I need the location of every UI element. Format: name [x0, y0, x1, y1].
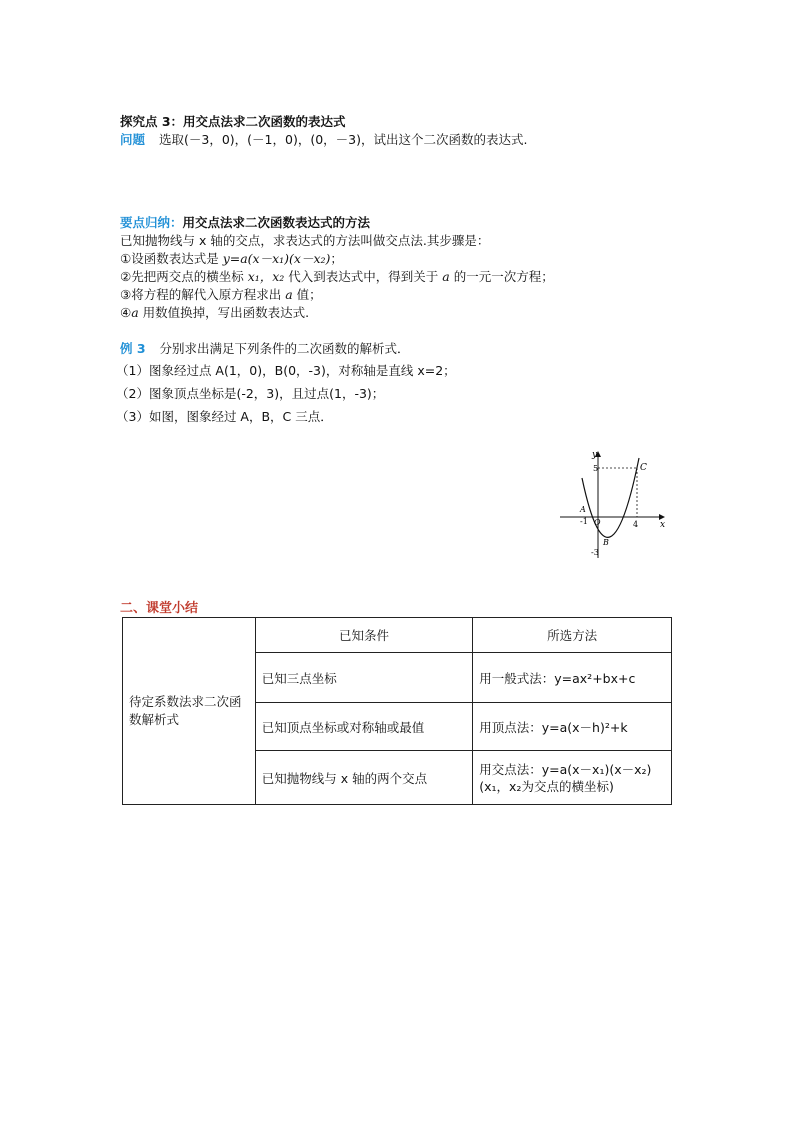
section3-heading: 探究点 3：用交点法求二次函数的表达式 [120, 114, 346, 129]
step4-suffix: 用数值换掉，写出函数表达式. [138, 305, 310, 320]
step4-a: a [131, 305, 139, 320]
summary-heading [120, 214, 370, 231]
problem-text: 选取(－3，0)，(－1，0)，(0，－3)，试出这个二次函数的表达式. [159, 132, 528, 147]
point-b-label: B [603, 538, 609, 547]
summary-intro: 已知抛物线与 x 轴的交点，求表达式的方法叫做交点法.其步骤是： [120, 233, 490, 248]
step2-suffix: 的一元一次方程； [449, 269, 554, 284]
summary-heading-text: 用交点法求二次函数表达式的方法 [182, 215, 371, 230]
tick-neg3-label: -3 [591, 548, 599, 557]
tick-5-label: 5 [593, 464, 599, 473]
point-c-label: C [640, 463, 647, 473]
step2-vars: x₁，x₂ [247, 269, 285, 284]
method-cell: 用顶点法：y=a(x－h)²+k [473, 703, 672, 751]
tick-4-label: 4 [633, 520, 639, 529]
parabola-graph [560, 448, 672, 560]
condition-cell: 已知抛物线与 x 轴的两个交点 [255, 751, 473, 805]
summary-heading-label: 要点归纳： [120, 215, 183, 230]
method-cell [473, 751, 672, 805]
col-header-condition: 已知条件 [255, 618, 473, 653]
summary-step2 [120, 268, 554, 285]
summary-step4 [120, 304, 309, 321]
condition-cell: 已知顶点坐标或对称轴或最值 [255, 703, 473, 751]
point-a-label: A [580, 505, 586, 514]
summary-row-header: 待定系数法求二次函数解析式 [123, 618, 256, 805]
summary-table-header-row [123, 618, 672, 653]
step2-a: a [442, 269, 450, 284]
problem-label: 问题 [120, 132, 146, 147]
step2-mid: 代入到表达式中，得到关于 [284, 269, 443, 284]
example3-line [120, 340, 410, 357]
step2-prefix: ②先把两交点的横坐标 [120, 269, 248, 284]
origin-label: O [594, 518, 601, 527]
step1-formula: y=a(x－x₁)(x－x₂) [222, 251, 331, 266]
example3-text: 分别求出满足下列条件的二次函数的解析式． [159, 341, 410, 356]
example3-item3: （3）如图，图象经过 A，B，C 三点． [116, 409, 333, 424]
tick-neg1-label: -1 [580, 517, 588, 526]
parabola-curve [582, 458, 639, 537]
step3-prefix: ③将方程的解代入原方程求出 [120, 287, 286, 302]
x-axis-label: x [660, 520, 666, 530]
condition-cell: 已知三点坐标 [255, 653, 473, 703]
method-note: (x₁，x₂为交点的横坐标) [479, 778, 614, 794]
example3-item2: （2）图象顶点坐标是(-2，3)，且过点(1，-3)； [116, 386, 385, 401]
summary-table [122, 617, 672, 805]
method-cell: 用一般式法：y=ax²+bx+c [473, 653, 672, 703]
col-header-method: 所选方法 [473, 618, 672, 653]
example3-item1: （1）图象经过点 A(1，0)，B(0，-3)，对称轴是直线 x=2； [116, 363, 456, 378]
step4-prefix: ④ [120, 305, 132, 320]
class-summary-heading: 二、课堂小结 [120, 601, 199, 616]
step3-a: a [285, 287, 293, 302]
y-axis-label: y [592, 450, 598, 460]
problem-line [120, 131, 527, 148]
step1-prefix: ①设函数表达式是 [120, 251, 223, 266]
summary-step3 [120, 286, 322, 303]
example3-label: 例 3 [120, 341, 146, 356]
summary-step1 [120, 250, 343, 267]
step3-suffix: 值； [292, 287, 322, 302]
method-text: 用交点法：y=a(x－x₁)(x－x₂) [479, 761, 652, 777]
step1-suffix: ； [330, 251, 343, 266]
